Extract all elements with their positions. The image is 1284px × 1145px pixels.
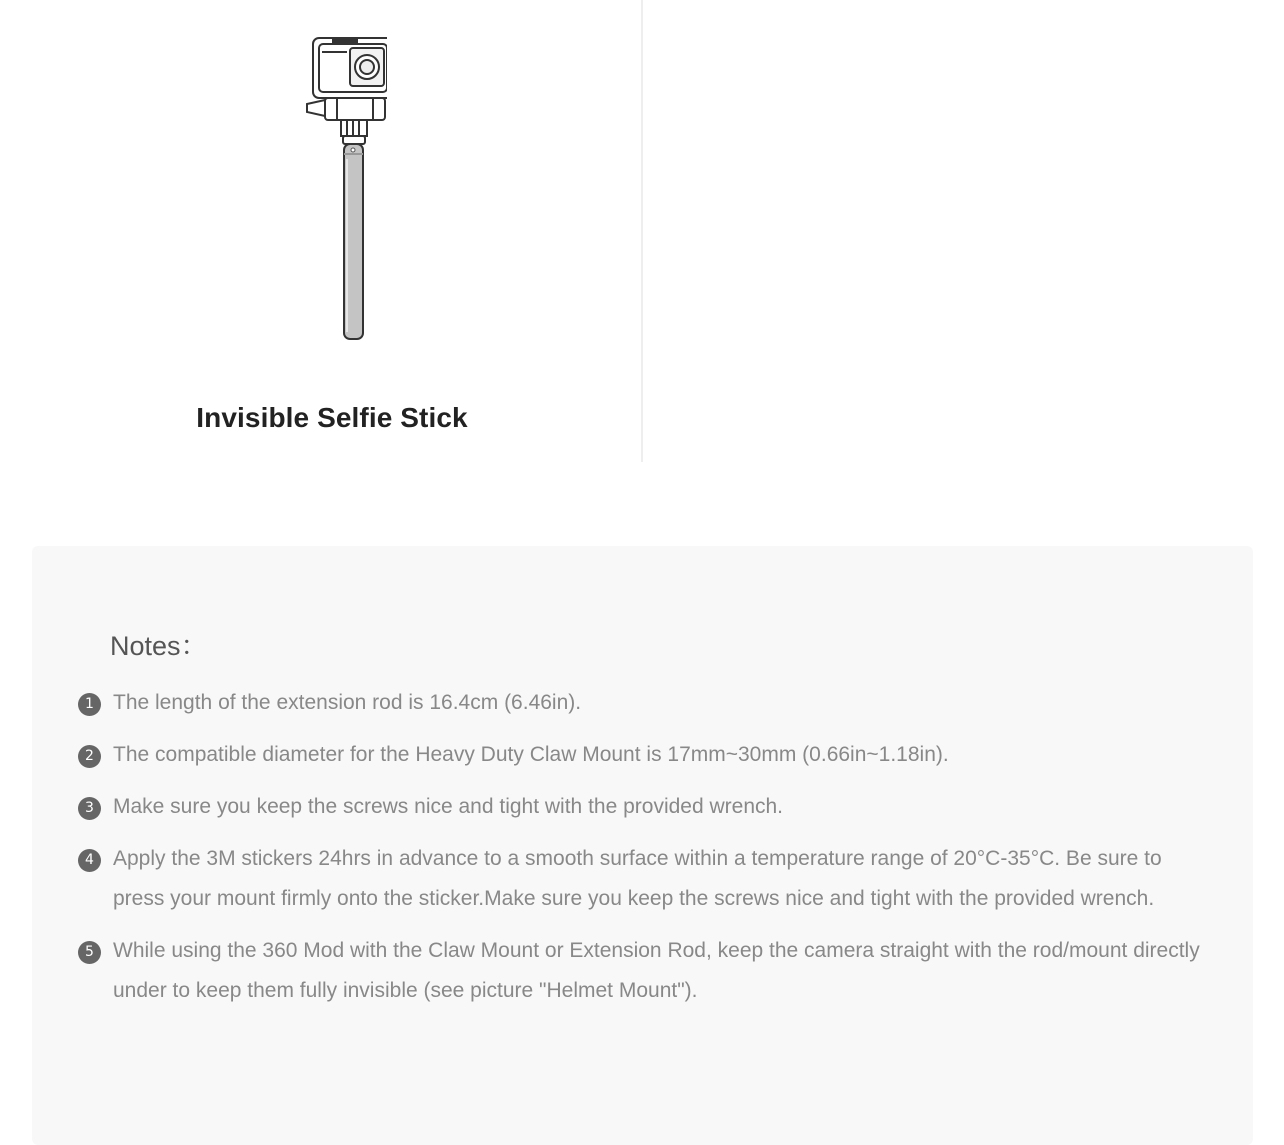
number-badge-icon: 1 [78, 693, 101, 716]
product-card-invisible-selfie-stick[interactable] [22, 0, 642, 462]
note-item [78, 683, 1218, 723]
note-text: The length of the extension rod is 16.4cm (6.46in). [113, 691, 582, 714]
number-badge-icon: 5 [78, 941, 101, 964]
number-badge-icon: 2 [78, 745, 101, 768]
note-text: Apply the 3M stickers 24hrs in advance to a smooth surface within a temperature range of 20°C-35°C. Be sure to press your mount firmly onto the sticker.Make sure you keep the screws nice and tight with the provided wrench. [113, 847, 1162, 910]
notes-card [32, 546, 1253, 1145]
notes-list [78, 683, 1218, 1023]
note-text: The compatible diameter for the Heavy Duty Claw Mount is 17mm~30mm (0.66in~1.18in). [113, 743, 949, 766]
note-text: Make sure you keep the screws nice and tight with the provided wrench. [113, 795, 784, 818]
note-text: While using the 360 Mod with the Claw Mount or Extension Rod, keep the camera straight with the rod/mount directly under to keep them fully invisible (see picture "Helmet Mount"). [113, 939, 1200, 1002]
product-title[interactable]: Invisible Selfie Stick [196, 402, 468, 433]
grid-divider [641, 0, 643, 462]
number-badge-icon: 4 [78, 849, 101, 872]
note-item [78, 735, 1218, 775]
note-item [78, 787, 1218, 827]
note-item [78, 839, 1218, 919]
product-grid [0, 0, 1284, 462]
note-item [78, 931, 1218, 1011]
selfie-stick-with-camera-icon [277, 34, 387, 344]
number-badge-icon: 3 [78, 797, 101, 820]
notes-heading: Notes： [110, 631, 208, 661]
